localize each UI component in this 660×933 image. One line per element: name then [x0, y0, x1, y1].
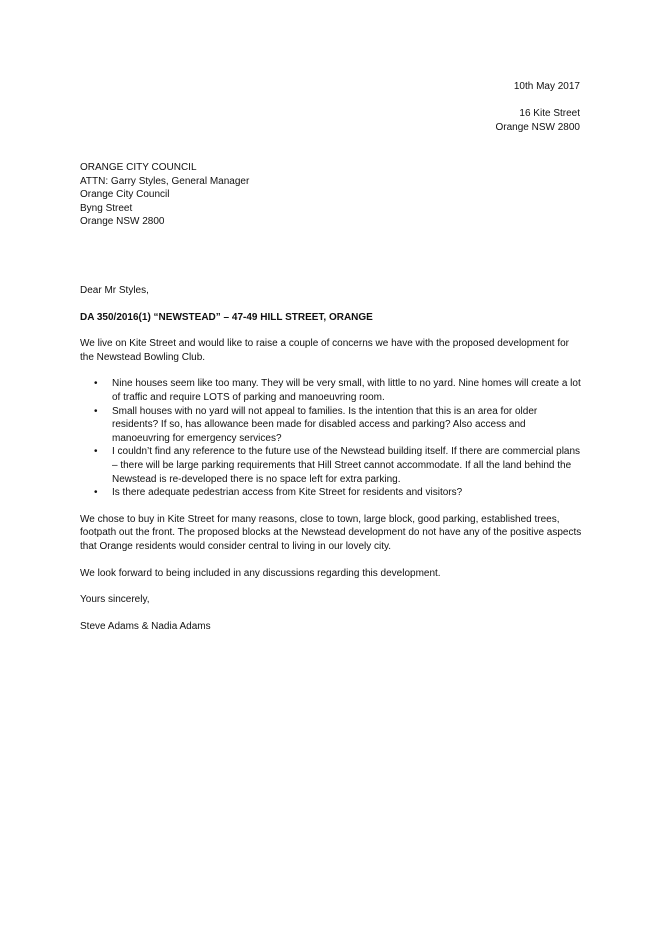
- recipient-address: [80, 161, 480, 229]
- signature: Steve Adams & Nadia Adams: [80, 620, 211, 632]
- salutation: Dear Mr Styles,: [80, 285, 149, 296]
- list-item: [94, 486, 582, 500]
- date-text: 10th May 2017: [513, 81, 580, 92]
- concern-text: I couldn’t find any reference to the future use of the Newstead building itself. If there are commercial plans – there will be large parking requirements that Hill Street cannot accommodate. If all the land behind the Newstead is re-developed there is no space left for extra parking.: [112, 446, 581, 485]
- bullet-icon: •: [94, 446, 98, 458]
- recipient-line: Orange NSW 2800: [80, 216, 165, 228]
- list-item: [94, 405, 582, 446]
- subject-line: DA 350/2016(1) “NEWSTEAD” – 47-49 HILL STREET, ORANGE: [80, 311, 373, 323]
- body-paragraph: We look forward to being included in any discussions regarding this development.: [80, 567, 441, 579]
- bullet-icon: •: [94, 378, 98, 390]
- bullet-icon: •: [94, 405, 98, 417]
- list-item: [94, 445, 582, 486]
- list-item: [94, 377, 582, 404]
- recipient-line: Byng Street: [80, 202, 133, 214]
- letter-date: [280, 80, 580, 94]
- closing: Yours sincerely,: [80, 594, 150, 606]
- concern-text: Is there adequate pedestrian access from Kite Street for residents and visitors?: [112, 487, 463, 499]
- concern-text: Small houses with no yard will not appeal to families. Is the intention that this is an area for older residents? If so, has allowance been made for disabled access and parking? Also access and manoeuvring for emergency services?: [112, 405, 538, 444]
- recipient-line: Orange City Council: [80, 189, 170, 201]
- recipient-line: ORANGE CITY COUNCIL: [80, 162, 197, 173]
- recipient-line: ATTN: Garry Styles, General Manager: [80, 175, 250, 187]
- bullet-icon: •: [94, 487, 98, 499]
- sender-address: [280, 107, 580, 134]
- sender-address-line: Orange NSW 2800: [495, 121, 580, 133]
- sender-address-line: 16 Kite Street: [519, 108, 580, 119]
- body-paragraph: We chose to buy in Kite Street for many reasons, close to town, large block, good parking, established trees, footpath out the front. The proposed blocks at the Newstead development do not have any of the positive aspects that Orange residents would consider central to living in our lovely city.: [80, 513, 582, 552]
- concerns-list: [80, 377, 582, 499]
- concern-text: Nine houses seem like too many. They will be very small, with little to no yard. Nine homes will create a lot of traffic and require LOTS of parking and manoeuvring room.: [112, 378, 581, 403]
- letter-body: [80, 284, 582, 633]
- intro-paragraph: We live on Kite Street and would like to raise a couple of concerns we have with the proposed development for the Newstead Bowling Club.: [80, 338, 569, 363]
